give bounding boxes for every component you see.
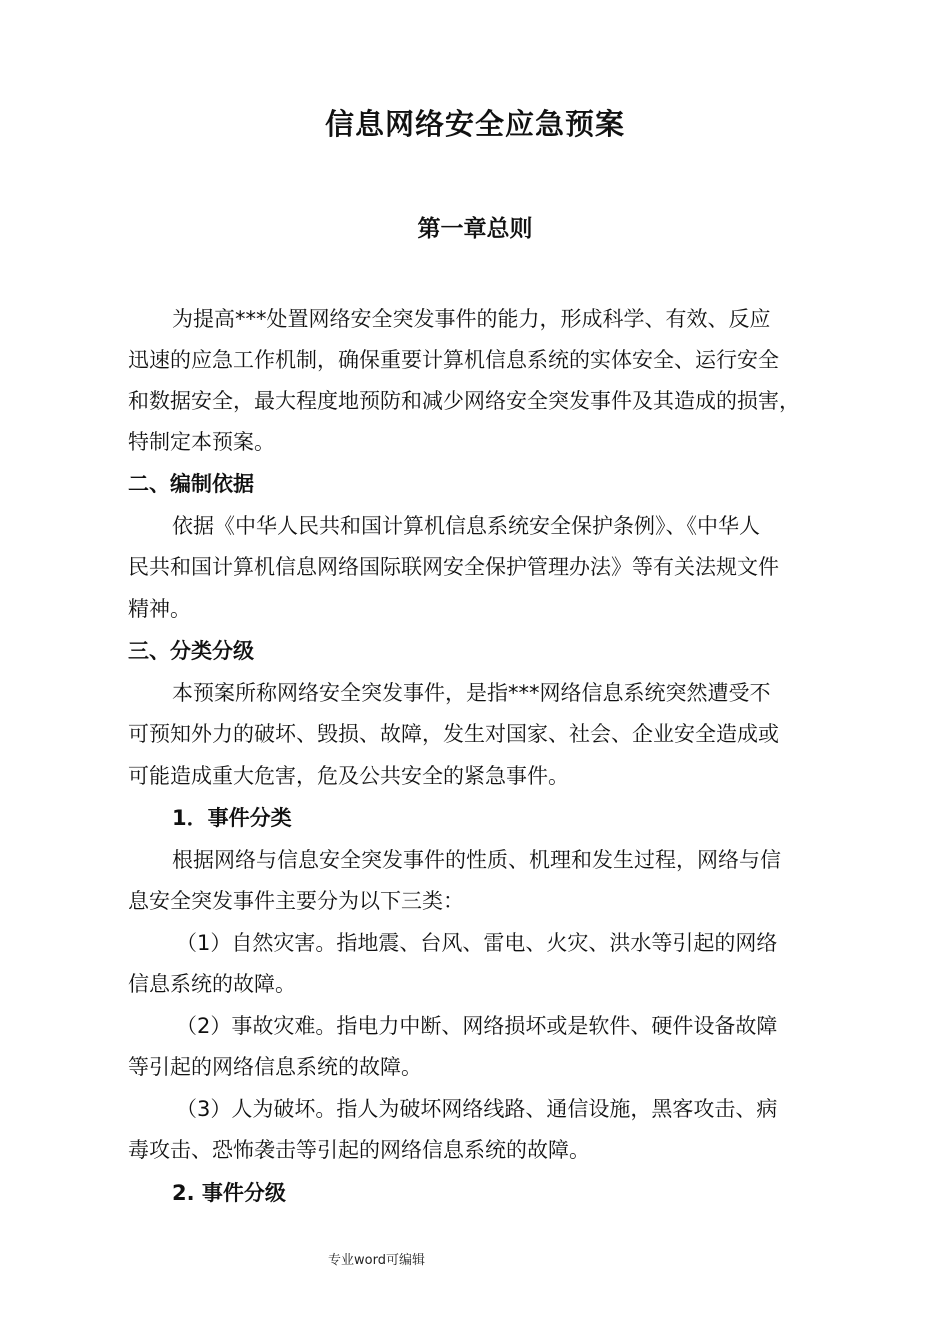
event-type-item-3-line-2: 毒攻击、恐怖袭击等引起的网络信息系统的故障。 xyxy=(128,1138,590,1162)
event-types-line-2: 息安全突发事件主要分为以下三类： xyxy=(128,889,464,913)
event-type-item-2-line-1: （2）事故灾难。指电力中断、网络损坏或是软件、硬件设备故障 xyxy=(176,1014,778,1038)
classification-line-3: 可能造成重大危害，危及公共安全的紧急事件。 xyxy=(128,764,569,788)
section-heading-basis: 二、编制依据 xyxy=(128,472,254,496)
chapter-heading: 第一章总则 xyxy=(417,216,533,242)
intro-line-4: 特制定本预案。 xyxy=(128,430,275,454)
intro-line-3: 和数据安全，最大程度地预防和减少网络安全突发事件及其造成的损害， xyxy=(128,389,800,413)
basis-line-1: 依据《中华人民共和国计算机信息系统安全保护条例》、《中华人 xyxy=(172,514,760,538)
event-type-item-1-line-1: （1）自然灾害。指地震、台风、雷电、火灾、洪水等引起的网络 xyxy=(176,931,778,955)
page-footer: 专业word可编辑 xyxy=(328,1253,425,1268)
intro-line-2: 迅速的应急工作机制，确保重要计算机信息系统的实体安全、运行安全 xyxy=(128,348,779,372)
classification-line-1: 本预案所称网络安全突发事件，是指***网络信息系统突然遭受不 xyxy=(172,681,771,705)
subsection-heading-event-types: 1．事件分类 xyxy=(172,806,292,830)
classification-line-2: 可预知外力的破坏、毁损、故障，发生对国家、社会、企业安全造成或 xyxy=(128,722,779,746)
event-type-item-2-line-2: 等引起的网络信息系统的故障。 xyxy=(128,1055,422,1079)
section-heading-classification: 三、分类分级 xyxy=(128,639,254,663)
intro-line-1: 为提高***处置网络安全突发事件的能力，形成科学、有效、反应 xyxy=(172,307,771,331)
event-type-item-3-line-1: （3）人为破坏。指人为破坏网络线路、通信设施，黑客攻击、病 xyxy=(176,1097,778,1121)
event-type-item-1-line-2: 信息系统的故障。 xyxy=(128,972,296,996)
document-title: 信息网络安全应急预案 xyxy=(324,107,625,141)
basis-line-2: 民共和国计算机信息网络国际联网安全保护管理办法》等有关法规文件 xyxy=(128,555,779,579)
subsection-heading-event-levels: 2. 事件分级 xyxy=(172,1181,286,1205)
event-types-line-1: 根据网络与信息安全突发事件的性质、机理和发生过程，网络与信 xyxy=(172,848,781,872)
basis-line-3: 精神。 xyxy=(128,597,191,621)
